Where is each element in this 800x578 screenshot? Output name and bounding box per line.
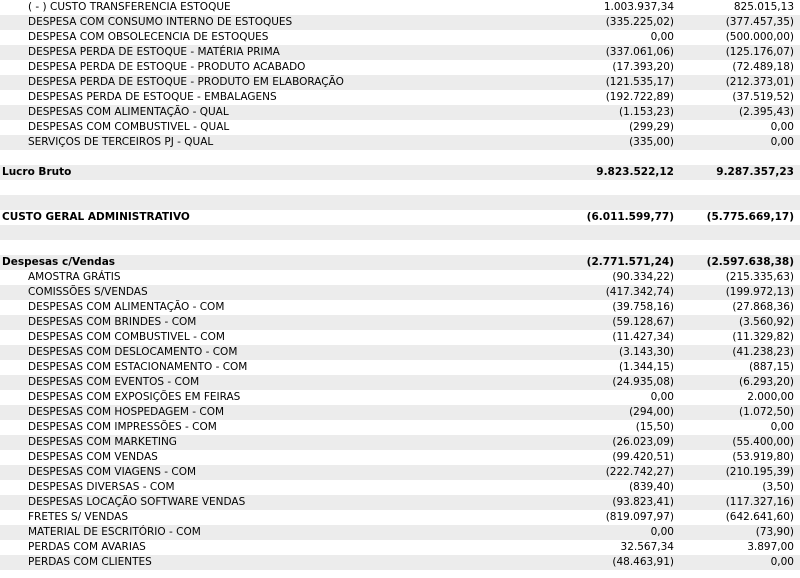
value-current: (93.823,41)	[612, 496, 674, 508]
value-previous: (199.972,13)	[725, 286, 794, 298]
value-current: (24.935,08)	[612, 376, 674, 388]
value-current: (417.342,74)	[605, 286, 674, 298]
value-current: (1.153,23)	[619, 106, 674, 118]
value-previous: (642.641,60)	[725, 511, 794, 523]
table-row	[0, 435, 800, 450]
row-label: DESPESAS PERDA DE ESTOQUE - EMBALAGENS	[28, 91, 277, 103]
row-label: DESPESAS LOCAÇÃO SOFTWARE VENDAS	[28, 496, 246, 508]
total-row	[0, 210, 800, 225]
value-current: (2.771.571,24)	[586, 256, 674, 268]
row-label: DESPESAS COM VIAGENS - COM	[28, 466, 197, 478]
value-current: (335,00)	[629, 136, 674, 148]
spacer-row	[0, 150, 800, 165]
value-current: (121.535,17)	[605, 76, 674, 88]
value-previous: (1.072,50)	[739, 406, 794, 418]
value-current: (222.742,27)	[605, 466, 674, 478]
row-label: SERVIÇOS DE TERCEIROS PJ - QUAL	[28, 136, 214, 148]
table-row	[0, 480, 800, 495]
total-row	[0, 255, 800, 270]
row-label: Lucro Bruto	[2, 166, 72, 178]
value-previous: (27.868,36)	[732, 301, 794, 313]
value-current: (90.334,22)	[612, 271, 674, 283]
value-previous: (3.560,92)	[739, 316, 794, 328]
total-row	[0, 165, 800, 180]
row-label: MATERIAL DE ESCRITÓRIO - COM	[28, 526, 201, 538]
table-row	[0, 330, 800, 345]
table-row	[0, 420, 800, 435]
row-label: CUSTO GERAL ADMINISTRATIVO	[2, 211, 190, 223]
value-previous: 0,00	[770, 121, 794, 133]
value-current: 9.823.522,12	[596, 166, 674, 178]
value-previous: 0,00	[770, 421, 794, 433]
spacer-row	[0, 195, 800, 210]
value-current: (294,00)	[629, 406, 674, 418]
value-previous: 3.897,00	[747, 541, 794, 553]
value-previous: (5.775.669,17)	[706, 211, 794, 223]
row-label: DESPESAS COM MARKETING	[28, 436, 177, 448]
row-label: FRETES S/ VENDAS	[28, 511, 128, 523]
row-label: DESPESA COM CONSUMO INTERNO DE ESTOQUES	[28, 16, 293, 28]
row-label: DESPESAS COM ESTACIONAMENTO - COM	[28, 361, 248, 373]
table-row	[0, 270, 800, 285]
value-previous: (3,50)	[762, 481, 794, 493]
table-row	[0, 315, 800, 330]
value-previous: (887,15)	[749, 361, 794, 373]
value-previous: (53.919,80)	[732, 451, 794, 463]
row-label: DESPESAS COM VENDAS	[28, 451, 158, 463]
row-label: DESPESA PERDA DE ESTOQUE - PRODUTO ACABADO	[28, 61, 306, 73]
value-current: (819.097,97)	[605, 511, 674, 523]
value-current: 0,00	[650, 526, 674, 538]
table-row	[0, 375, 800, 390]
row-label: Despesas c/Vendas	[2, 256, 116, 268]
table-row	[0, 120, 800, 135]
value-previous: (55.400,00)	[732, 436, 794, 448]
row-label: DESPESAS COM EXPOSIÇÕES EM FEIRAS	[28, 391, 241, 403]
row-label: PERDAS COM AVARIAS	[28, 541, 146, 553]
value-previous: 9.287.357,23	[716, 166, 794, 178]
value-previous: 825.015,13	[733, 1, 794, 13]
value-current: (6.011.599,77)	[586, 211, 674, 223]
row-label: DESPESA PERDA DE ESTOQUE - PRODUTO EM ELABORAÇÃO	[28, 76, 344, 88]
row-label: DESPESAS COM DESLOCAMENTO - COM	[28, 346, 238, 358]
table-row	[0, 540, 800, 555]
row-label: DESPESAS COM ALIMENTAÇÃO - COM	[28, 301, 225, 313]
row-label: DESPESAS COM BRINDES - COM	[28, 316, 197, 328]
row-label: PERDAS COM CLIENTES	[28, 556, 152, 568]
table-row	[0, 60, 800, 75]
table-row	[0, 495, 800, 510]
value-previous: (2.395,43)	[739, 106, 794, 118]
table-row	[0, 45, 800, 60]
table-row	[0, 450, 800, 465]
value-current: 0,00	[650, 31, 674, 43]
value-current: (99.420,51)	[612, 451, 674, 463]
table-row	[0, 30, 800, 45]
table-row	[0, 465, 800, 480]
table-row	[0, 15, 800, 30]
value-previous: (72.489,18)	[732, 61, 794, 73]
table-row	[0, 555, 800, 570]
table-row	[0, 135, 800, 150]
value-current: (59.128,67)	[612, 316, 674, 328]
row-label: DESPESA PERDA DE ESTOQUE - MATÉRIA PRIMA	[28, 46, 280, 58]
value-previous: (117.327,16)	[725, 496, 794, 508]
value-previous: (215.335,63)	[725, 271, 794, 283]
value-current: 32.567,34	[620, 541, 674, 553]
table-row	[0, 75, 800, 90]
value-current: 0,00	[650, 391, 674, 403]
row-label: DESPESAS COM COMBUSTIVEL - COM	[28, 331, 225, 343]
spacer-row	[0, 180, 800, 195]
spacer-row	[0, 225, 800, 240]
row-label: DESPESAS COM HOSPEDAGEM - COM	[28, 406, 225, 418]
table-row	[0, 105, 800, 120]
table-row	[0, 525, 800, 540]
table-row	[0, 90, 800, 105]
value-previous: (41.238,23)	[732, 346, 794, 358]
value-previous: (11.329,82)	[732, 331, 794, 343]
value-current: (1.344,15)	[619, 361, 674, 373]
value-current: (11.427,34)	[612, 331, 674, 343]
row-label: DESPESAS COM EVENTOS - COM	[28, 376, 200, 388]
value-current: (39.758,16)	[612, 301, 674, 313]
row-label: DESPESAS COM COMBUSTIVEL - QUAL	[28, 121, 230, 133]
value-current: (17.393,20)	[612, 61, 674, 73]
value-previous: (37.519,52)	[732, 91, 794, 103]
value-current: (26.023,09)	[612, 436, 674, 448]
table-row	[0, 0, 800, 15]
value-previous: (377.457,35)	[725, 16, 794, 28]
row-label: ( - ) CUSTO TRANSFERENCIA ESTOQUE	[28, 1, 231, 13]
value-current: (48.463,91)	[612, 556, 674, 568]
value-current: (15,50)	[635, 421, 674, 433]
table-row	[0, 405, 800, 420]
value-previous: 0,00	[770, 556, 794, 568]
row-label: DESPESA COM OBSOLECENCIA DE ESTOQUES	[28, 31, 269, 43]
row-label: COMISSÕES S/VENDAS	[28, 286, 148, 298]
value-previous: (210.195,39)	[725, 466, 794, 478]
value-previous: (73,90)	[755, 526, 794, 538]
value-previous: 0,00	[770, 136, 794, 148]
table-row	[0, 285, 800, 300]
table-row	[0, 390, 800, 405]
table-row	[0, 360, 800, 375]
table-row	[0, 510, 800, 525]
value-previous: (6.293,20)	[739, 376, 794, 388]
value-current: (3.143,30)	[619, 346, 674, 358]
value-previous: (125.176,07)	[725, 46, 794, 58]
value-current: (337.061,06)	[605, 46, 674, 58]
row-label: DESPESAS COM ALIMENTAÇÃO - QUAL	[28, 106, 229, 118]
value-current: (839,40)	[629, 481, 674, 493]
value-current: 1.003.937,34	[603, 1, 674, 13]
value-current: (335.225,02)	[605, 16, 674, 28]
spacer-row	[0, 240, 800, 255]
value-previous: (2.597.638,38)	[706, 256, 794, 268]
table-row	[0, 345, 800, 360]
value-previous: (212.373,01)	[725, 76, 794, 88]
value-current: (192.722,89)	[605, 91, 674, 103]
value-previous: 2.000,00	[747, 391, 794, 403]
row-label: DESPESAS DIVERSAS - COM	[28, 481, 175, 493]
value-previous: (500.000,00)	[725, 31, 794, 43]
row-label: DESPESAS COM IMPRESSÕES - COM	[28, 421, 217, 433]
row-label: AMOSTRA GRÁTIS	[28, 271, 121, 283]
table-row	[0, 300, 800, 315]
value-current: (299,29)	[629, 121, 674, 133]
